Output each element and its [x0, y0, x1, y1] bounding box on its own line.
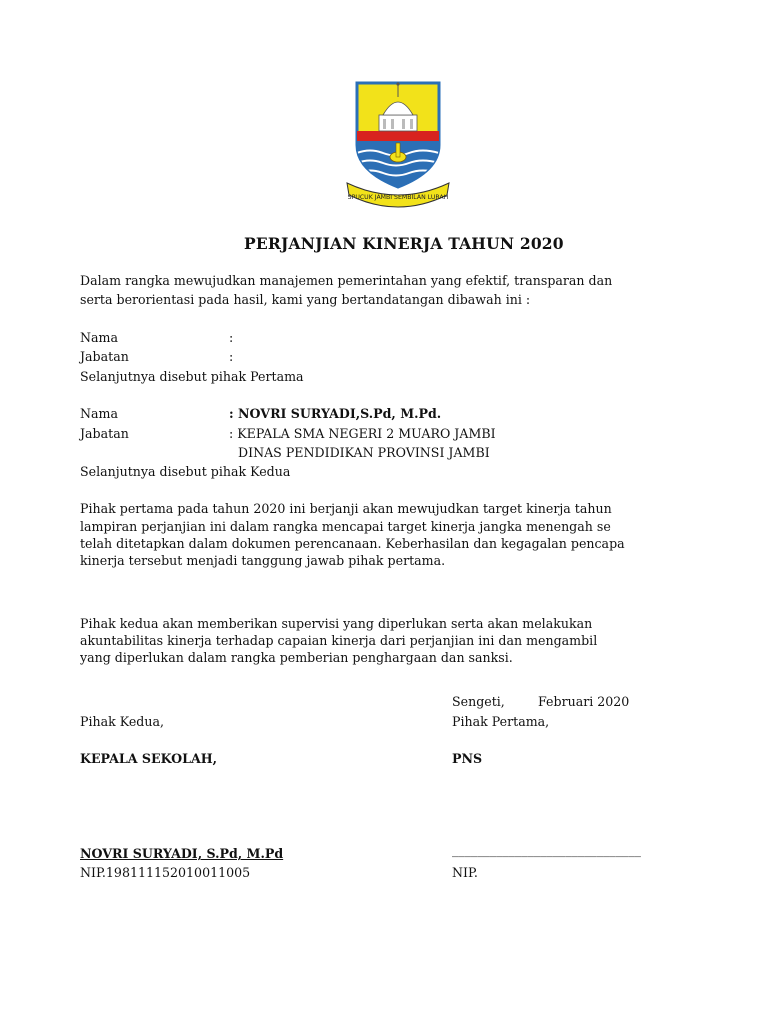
intro-line-1: Dalam rangka mewujudkan manajemen pemerintahan yang efektif, transparan dan: [80, 273, 613, 288]
signature-right-role: PNS: [452, 751, 483, 766]
paragraph-1-line-3: telah ditetapkan dalam dokumen perencanaan. Keberhasilan dan kegagalan pencapa: [80, 536, 625, 551]
first-party-nama-colon: :: [229, 330, 234, 345]
emblem-motto: SPUCUK JAMBI SEMBILAN LURAH: [347, 194, 449, 201]
intro-line-2: serta berorientasi pada hasil, kami yang bertandatangan dibawah ini :: [80, 292, 531, 307]
paragraph-1-line-2: lampiran perjanjian ini dalam rangka mencapai target kinerja jangka menengah se: [80, 519, 611, 534]
second-party-jabatan-value-2: DINAS PENDIDIKAN PROVINSI JAMBI: [238, 445, 490, 460]
signature-right-nip: NIP.: [452, 865, 478, 880]
first-party-jabatan-label: Jabatan: [80, 349, 129, 364]
paragraph-2-line-1: Pihak kedua akan memberikan supervisi yang diperlukan serta akan melakukan: [80, 616, 593, 631]
signature-left-label: Pihak Kedua,: [80, 714, 164, 729]
first-party-jabatan-colon: :: [229, 349, 234, 364]
first-party-designation: Selanjutnya disebut pihak Pertama: [80, 369, 304, 384]
first-party-nama-label: Nama: [80, 330, 118, 345]
signature-date: Februari 2020: [538, 694, 630, 709]
signature-right-label: Pihak Pertama,: [452, 714, 550, 729]
second-party-jabatan-label: Jabatan: [80, 426, 129, 441]
paragraph-1-line-1: Pihak pertama pada tahun 2020 ini berjanji akan mewujudkan target kinerja tahun: [80, 501, 612, 516]
paragraph-2-line-2: akuntabilitas kinerja terhadap capaian kinerja dari perjanjian ini dan mengambil: [80, 633, 598, 648]
second-party-nama-label: Nama: [80, 406, 118, 421]
signature-left-nip: NIP.198111152010011005: [80, 865, 251, 880]
paragraph-1-line-4: kinerja tersebut menjadi tanggung jawab pihak pertama.: [80, 553, 446, 568]
second-party-nama-value: : NOVRI SURYADI,S.Pd, M.Pd.: [229, 406, 442, 421]
second-party-jabatan-value-1: : KEPALA SMA NEGERI 2 MUARO JAMBI: [229, 426, 496, 441]
second-party-designation: Selanjutnya disebut pihak Kedua: [80, 464, 291, 479]
signature-right-name-line: ______________________________: [452, 842, 641, 857]
signature-left-name: NOVRI SURYADI, S.Pd, M.Pd: [80, 846, 284, 861]
signature-place: Sengeti,: [452, 694, 505, 709]
paragraph-2-line-3: yang diperlukan dalam rangka pemberian penghargaan dan sanksi.: [80, 650, 513, 665]
jambi-emblem-logo: [343, 75, 453, 213]
signature-left-role: KEPALA SEKOLAH,: [80, 751, 218, 766]
document-title: PERJANJIAN KINERJA TAHUN 2020: [244, 234, 564, 253]
